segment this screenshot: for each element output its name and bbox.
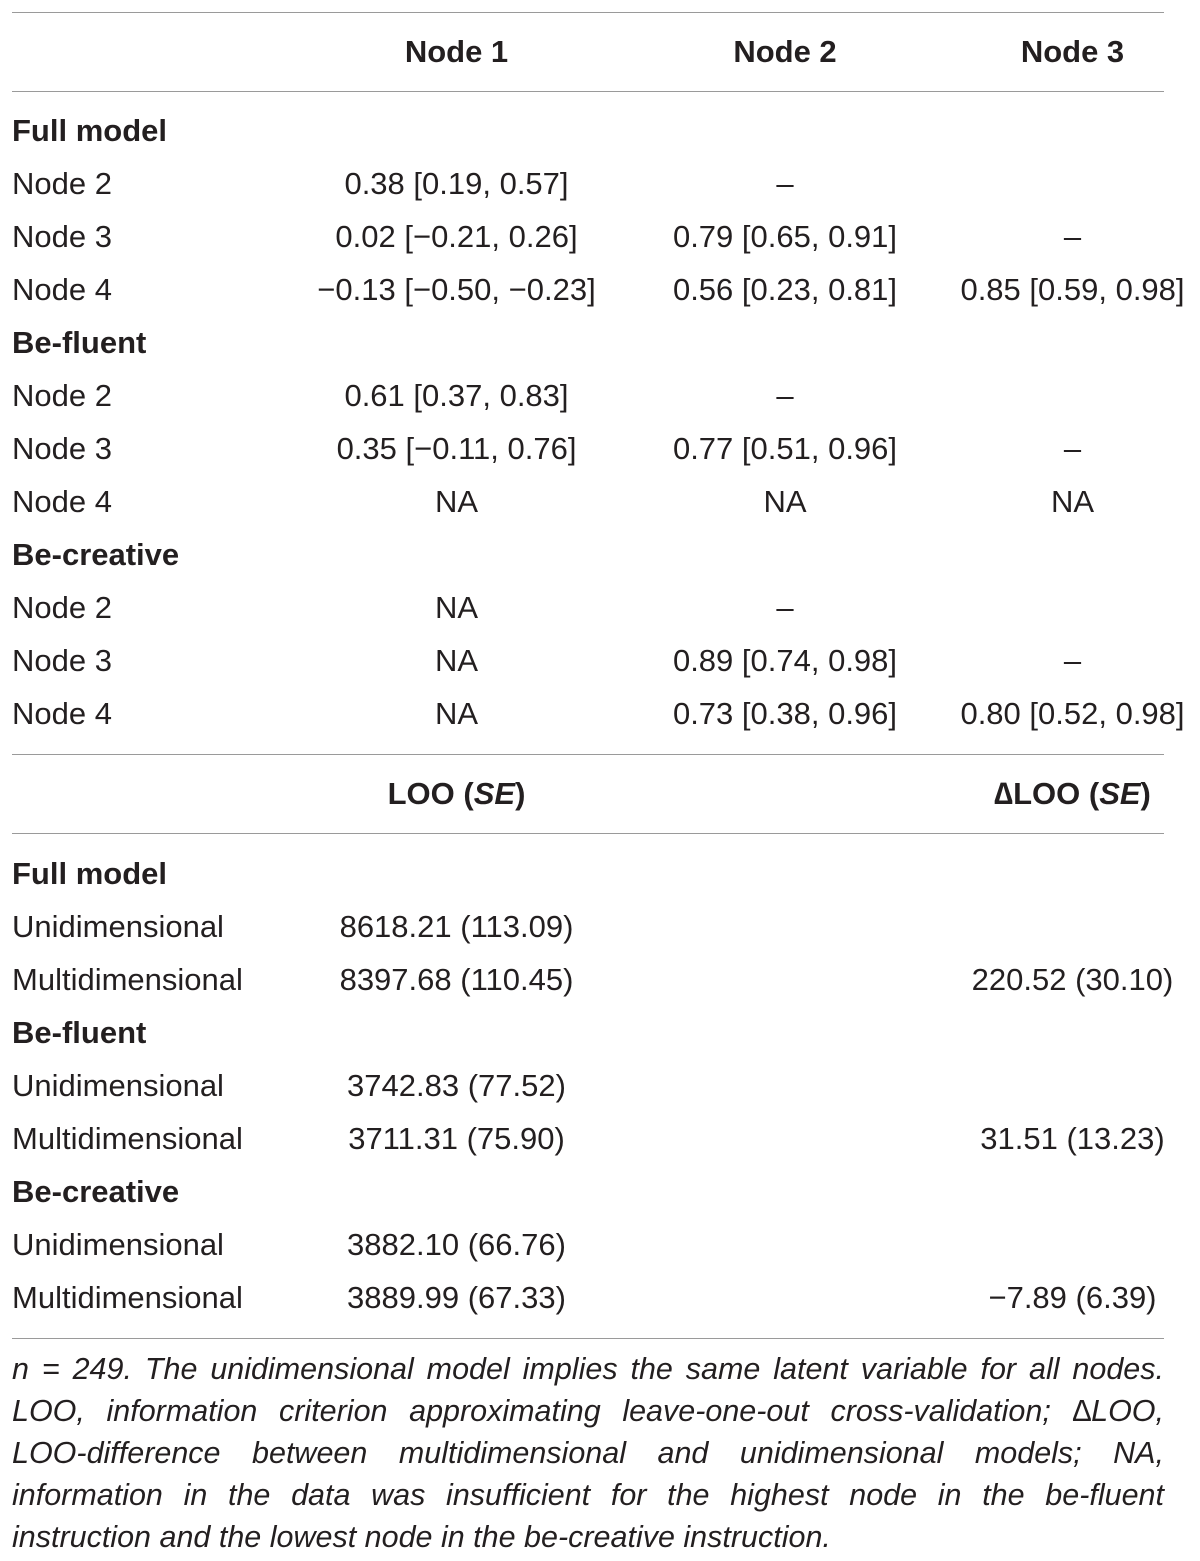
table-cell: NA	[434, 696, 479, 731]
loo-cell: 3882.10 (66.76)	[347, 1227, 566, 1262]
table-cell: NA	[434, 590, 479, 625]
table-cell: 0.89 [0.74, 0.98]	[672, 643, 898, 678]
table-cell: 0.35 [−0.11, 0.76]	[336, 431, 577, 466]
table-cell: 0.85 [0.59, 0.98]	[960, 272, 1185, 307]
row-label: Node 4	[12, 272, 112, 307]
header-node-1: Node 1	[404, 34, 509, 69]
table-cell: NA	[763, 484, 807, 519]
table-cell: 0.56 [0.23, 0.81]	[672, 272, 898, 307]
header-loo-text: LOO (	[387, 776, 474, 811]
section-title-be-creative: Be-creative	[12, 537, 180, 572]
table-cell: 0.79 [0.65, 0.91]	[672, 219, 898, 254]
loo-cell: 3889.99 (67.33)	[347, 1280, 566, 1315]
section-title-be-fluent: Be-fluent	[12, 325, 147, 360]
header-delta-loo	[950, 774, 1195, 814]
table-cell: –	[776, 166, 794, 201]
row-label: Node 4	[12, 696, 112, 731]
loo-section-title-be-creative: Be-creative	[12, 1174, 180, 1209]
delta-loo-cell: 31.51 (13.23)	[980, 1121, 1165, 1156]
table-top-rule	[12, 12, 1164, 13]
header-loo	[300, 774, 613, 814]
loo-section-title-full-model: Full model	[12, 856, 167, 891]
header-delta-loo-text: ∆LOO (	[994, 776, 1100, 811]
table-cell: −0.13 [−0.50, −0.23]	[317, 272, 596, 307]
table-cell: 0.77 [0.51, 0.96]	[672, 431, 898, 466]
loo-header-rule	[12, 833, 1164, 834]
table-cell: 0.61 [0.37, 0.83]	[344, 378, 569, 413]
header-loo-se: SE	[473, 776, 516, 811]
loo-cell: 8397.68 (110.45)	[339, 962, 574, 997]
row-label: Node 3	[12, 643, 112, 678]
row-label: Node 2	[12, 378, 112, 413]
header-rule	[12, 91, 1164, 92]
row-label: Unidimensional	[12, 1068, 224, 1103]
row-label: Unidimensional	[12, 909, 224, 944]
section-divider-rule	[12, 754, 1164, 755]
table-footnote: n = 249. The unidimensional model implies the same latent variable for all nodes. LOO, information criterion approximating leave-one-out cross-validation; ∆LOO, LOO-difference between multidimensional and unidimensional models; NA, information in the data was insufficient for the highest node in the be-fluent instruction and the lowest node in the be-creative instruction.	[12, 1352, 1164, 1554]
loo-cell: 3742.83 (77.52)	[347, 1068, 566, 1103]
header-loo-close: )	[515, 776, 526, 811]
header-delta-loo-se: SE	[1099, 776, 1141, 811]
header-delta-loo-close: )	[1140, 776, 1151, 811]
table-cell: NA	[434, 484, 479, 519]
row-label: Node 2	[12, 166, 112, 201]
header-node-3: Node 3	[1020, 34, 1125, 69]
delta-loo-cell: 220.52 (30.10)	[971, 962, 1174, 997]
table-cell: –	[776, 378, 794, 413]
table-cell: NA	[434, 643, 479, 678]
table-cell: 0.38 [0.19, 0.57]	[344, 166, 569, 201]
loo-section-title-be-fluent: Be-fluent	[12, 1015, 147, 1050]
loo-cell: 8618.21 (113.09)	[339, 909, 574, 944]
delta-loo-cell: −7.89 (6.39)	[988, 1280, 1157, 1315]
table-cell: NA	[1050, 484, 1095, 519]
table-bottom-rule	[12, 1338, 1164, 1339]
section-title-full-model: Full model	[12, 113, 167, 148]
table-cell: –	[1063, 643, 1082, 678]
table-cell: 0.73 [0.38, 0.96]	[672, 696, 898, 731]
row-label: Multidimensional	[12, 1121, 243, 1156]
table-cell: –	[1063, 431, 1082, 466]
table-cell: –	[1063, 219, 1082, 254]
row-label: Node 2	[12, 590, 112, 625]
row-label: Node 3	[12, 219, 112, 254]
row-label: Multidimensional	[12, 1280, 243, 1315]
table-cell: –	[776, 590, 794, 625]
row-label: Multidimensional	[12, 962, 243, 997]
row-label: Unidimensional	[12, 1227, 224, 1262]
loo-cell: 3711.31 (75.90)	[348, 1121, 565, 1156]
table-cell: 0.80 [0.52, 0.98]	[960, 696, 1185, 731]
row-label: Node 3	[12, 431, 112, 466]
row-label: Node 4	[12, 484, 112, 519]
header-node-2: Node 2	[733, 34, 837, 69]
table-cell: 0.02 [−0.21, 0.26]	[335, 219, 578, 254]
